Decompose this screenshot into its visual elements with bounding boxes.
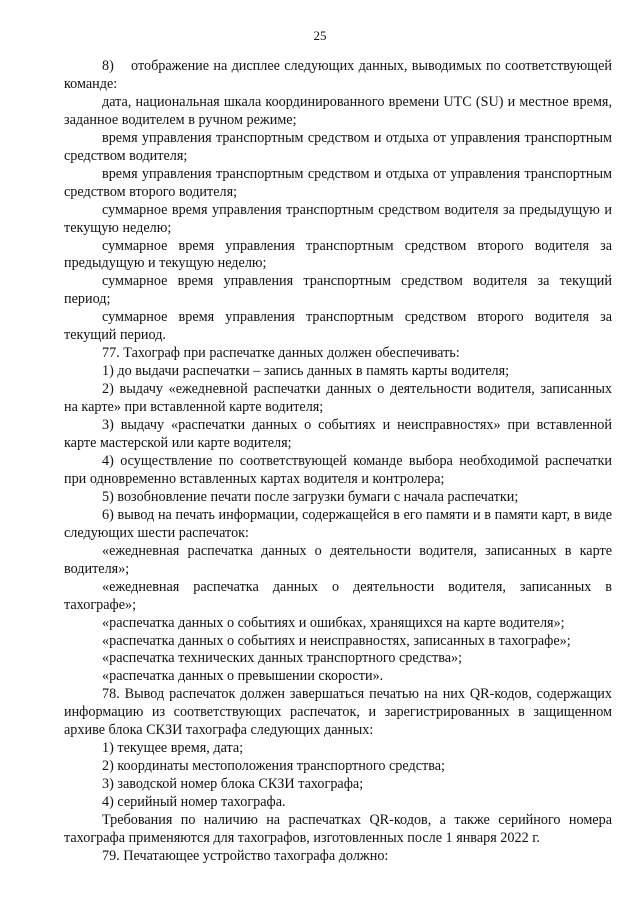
- paragraph: 79. Печатающее устройство тахографа должно:: [102, 847, 389, 864]
- paragraph: 3) заводской номер блока СКЗИ тахографа;: [102, 776, 364, 793]
- paragraph: 1) текущее время, дата;: [102, 740, 244, 757]
- paragraph: суммарное время управления транспортным средством второго водителя за предыдущую и текущую неделю;: [64, 237, 612, 272]
- paragraph: 78. Вывод распечаток должен завершаться печатью на них QR-кодов, содержащих информацию из соответствующих распечаток, и зарегистрированных в защищенном архиве блока СКЗИ тахографа следующих данных:: [64, 686, 612, 739]
- paragraph: суммарное время управления транспортным средством второго водителя за текущий период.: [64, 309, 612, 344]
- paragraph: Требования по наличию на распечатках QR-кодов, а также серийного номера тахографа применяются для тахографов, изготовленных после 1 января 2022 г.: [64, 812, 612, 846]
- paragraph: суммарное время управления транспортным средством водителя за предыдущую и текущую неделю;: [64, 201, 612, 236]
- paragraph: 1) до выдачи распечатки – запись данных в память карты водителя;: [102, 363, 510, 380]
- paragraph: «распечатка данных о событиях и ошибках, хранящихся на карте водителя»;: [102, 614, 565, 631]
- paragraph: 5) возобновление печати после загрузки бумаги с начала распечатки;: [102, 488, 519, 505]
- paragraph: суммарное время управления транспортным средством водителя за текущий период;: [64, 273, 612, 308]
- paragraph: дата, национальная шкала координированного времени UTC (SU) и местное время, заданное водителем в ручном режиме;: [64, 93, 612, 128]
- paragraph: время управления транспортным средством и отдыха от управления транспортным средством водителя;: [64, 129, 612, 164]
- paragraph: 4) серийный номер тахографа.: [102, 794, 286, 811]
- body-text: [64, 58, 612, 866]
- page-number: 25: [313, 28, 327, 43]
- paragraph: «ежедневная распечатка данных о деятельности водителя, записанных в тахографе»;: [64, 578, 612, 613]
- paragraph: 3) выдачу «распечатки данных о событиях и неисправностях» при вставленной карте мастерской или карте водителя;: [64, 417, 612, 452]
- paragraph: время управления транспортным средством и отдыха от управления транспортным средством второго водителя;: [64, 165, 612, 200]
- paragraph: «распечатка данных о событиях и неисправностях, записанных в тахографе»;: [102, 632, 571, 649]
- paragraph: 77. Тахограф при распечатке данных должен обеспечивать:: [102, 345, 460, 362]
- paragraph: 8) отображение на дисплее следующих данных, выводимых по соответствующей команде:: [64, 58, 612, 92]
- paragraph: 6) вывод на печать информации, содержащейся в его памяти и в памяти карт, в виде следующих шести распечаток:: [64, 506, 612, 541]
- paragraph: 4) осуществление по соответствующей команде выбора необходимой распечатки при одновременно вставленных картах водителя и контролера;: [64, 452, 612, 487]
- paragraph: «распечатка технических данных транспортного средства»;: [102, 650, 463, 667]
- paragraph: «ежедневная распечатка данных о деятельности водителя, записанных в карте водителя»;: [64, 542, 612, 577]
- paragraph: 2) выдачу «ежедневной распечатки данных о деятельности водителя, записанных на карте» при вставленной карте водителя;: [64, 381, 612, 416]
- paragraph: 2) координаты местоположения транспортного средства;: [102, 758, 445, 775]
- paragraph: «распечатка данных о превышении скорости».: [102, 668, 384, 685]
